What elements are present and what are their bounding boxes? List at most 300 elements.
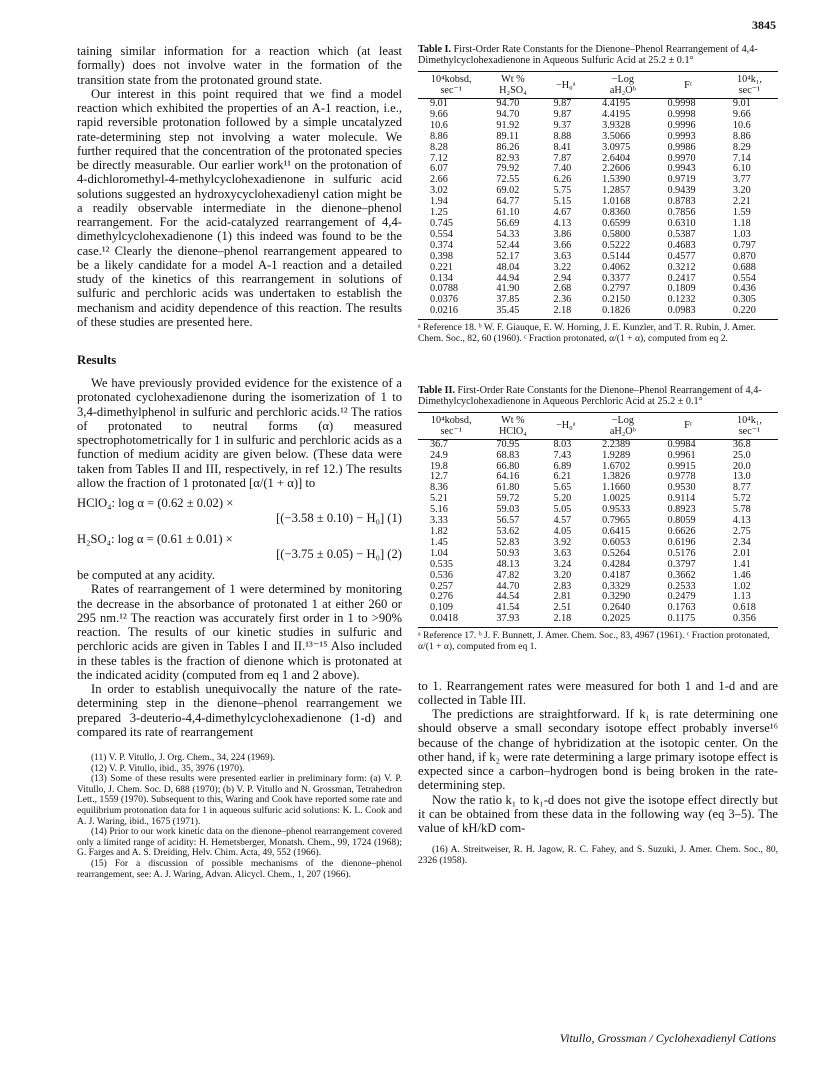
table-row — [418, 132, 778, 143]
table-cell: 0.9984 — [667, 438, 696, 450]
table-row — [418, 241, 778, 252]
column-header-line: Wt % — [501, 74, 525, 85]
table-cell: 4.13 — [553, 217, 572, 229]
table-cell: 20.0 — [732, 460, 751, 472]
table-cell: 7.14 — [732, 152, 751, 164]
table-row — [418, 516, 778, 527]
table-cell: 94.70 — [496, 108, 520, 120]
table-cell: 0.870 — [732, 250, 756, 262]
table-cell: 0.8783 — [667, 196, 696, 208]
table-cell: 9.01 — [430, 98, 448, 109]
table-row — [418, 99, 778, 110]
table-cell: 5.20 — [553, 493, 572, 505]
column-header-line: sec⁻¹ — [440, 85, 462, 96]
table-cell: 3.33 — [430, 515, 448, 527]
table-cell: 50.93 — [496, 547, 520, 559]
column-header-line: sec⁻¹ — [738, 425, 761, 437]
table-cell: 53.62 — [496, 525, 520, 537]
table-cell: 36.7 — [430, 438, 448, 450]
column-header — [541, 72, 590, 99]
table-row — [418, 614, 778, 627]
table-cell: 0.4284 — [602, 558, 631, 570]
table-cell: 0.3290 — [602, 591, 631, 603]
column-header-line: sec⁻¹ — [440, 425, 462, 437]
table-cell: 0.797 — [732, 239, 756, 251]
table-cell: 0.6310 — [667, 217, 696, 229]
table-cell: 0.2479 — [667, 591, 696, 603]
table-cell: 56.69 — [496, 217, 520, 229]
table-row — [418, 263, 778, 274]
table-cell: 0.5264 — [602, 547, 631, 559]
table-caption — [418, 44, 778, 66]
column-header-line: −Log — [611, 414, 634, 426]
table-cell: 64.16 — [496, 471, 520, 483]
equation-2 — [77, 532, 402, 562]
table-cell: 56.57 — [496, 515, 520, 527]
table-cell: 36.8 — [732, 438, 751, 450]
table-cell: 0.6196 — [667, 536, 696, 548]
table-label: Table I. — [418, 44, 452, 55]
table-cell: 35.45 — [484, 306, 541, 319]
table-cell: 0.554 — [732, 272, 756, 284]
table-row — [418, 451, 778, 462]
paragraph: Rates of rearrangement of 1 were determined by monitoring the decrease in the absorbance of protonated 1 at either 260 or 295 nm.¹² The reaction was accurately first order in 1 to >90% reaction. The results of our kinetic studies in sulfuric and perchloric acids are given in Tables I and II.¹³⁻¹⁵ Also included in these tables is the fraction of dienone which is protonated at the indicated acidity (computed from eq 1 and 2 above). — [77, 582, 402, 682]
table-cell: 59.03 — [496, 504, 520, 516]
footnote: (16) A. Streitweiser, R. H. Jagow, R. C. Fahey, and S. Suzuki, J. Amer. Chem. Soc., 80, 2326 (1958). — [418, 845, 778, 867]
table-cell: 54.33 — [496, 228, 520, 240]
column-header-line: 10⁴kobsd, — [430, 74, 472, 85]
table-cell: 0.220 — [721, 306, 778, 319]
table-cell: 0.9996 — [667, 119, 696, 131]
table-cell: 6.26 — [553, 174, 572, 186]
table-cell: 3.0975 — [602, 141, 631, 153]
table-cell: 0.7965 — [602, 515, 631, 527]
table-cell: 4.67 — [553, 207, 572, 219]
column-header — [590, 72, 655, 99]
table-cell: 0.4187 — [602, 569, 631, 581]
paragraph: be computed at any acidity. — [77, 568, 216, 582]
table-cell: 0.1232 — [667, 294, 696, 306]
table-row — [418, 230, 778, 241]
table-cell: 5.05 — [553, 504, 572, 516]
table-cell: 7.12 — [430, 152, 448, 164]
table-1 — [418, 44, 778, 345]
table-cell: 89.11 — [496, 130, 519, 142]
table-cell: 0.0788 — [430, 283, 459, 295]
table-cell: 8.88 — [553, 130, 572, 142]
table-cell: 4.4195 — [602, 108, 631, 120]
table-cell: 9.87 — [553, 98, 572, 109]
table-row — [418, 494, 778, 505]
table-cell: 0.0983 — [656, 306, 721, 319]
table-cell: 91.92 — [496, 119, 520, 131]
table-cell: 0.6415 — [602, 525, 631, 537]
paragraph: We have previously provided evidence for the existence of a protonated cyclohexadienone during the isomerization of 1 to 3,4-dimethylphenol in sulfuric and perchloric acids.¹² The ratios of protonated to neutral forms (α) measured spectrophotometrically for 1 in sulfuric and perchloric acids as a function of medium acidity are given below. (These data were taken from Tables II and III, respectively, in ref 12.) The results allow the fraction of 1 protonated [α/(1 + α)] to — [77, 376, 402, 490]
table-cell: 6.89 — [553, 460, 572, 472]
table-cell: 4.13 — [732, 515, 751, 527]
table-cell: 0.2417 — [667, 272, 696, 284]
table-row — [418, 592, 778, 603]
table-cell: 0.9970 — [667, 152, 696, 164]
table-cell: 64.77 — [496, 196, 520, 208]
footnotes — [77, 753, 402, 880]
table-cell: 0.9943 — [667, 163, 696, 175]
table-cell: 0.9719 — [667, 174, 696, 186]
table-cell: 2.2606 — [602, 163, 631, 175]
table-caption-text: First-Order Rate Constants for the Dienone–Phenol Rearrangement of 4,4-Dimethylcyclohexadienone in Aqueous Perchloric Acid at 25.2 ± 0.1° — [418, 384, 762, 407]
table-notes: ᵃ Reference 18. ᵇ W. F. Giauque, E. W. Horning, J. E. Kunzler, and T. R. Rubin, J. Amer. Chem. Soc., 82, 60 (1960). ᶜ Fraction protonated, α/(1 + α), computed from eq 2. — [418, 322, 756, 344]
table-cell: 10.6 — [732, 119, 751, 131]
column-header-line: aH₂Oᵇ — [609, 425, 636, 437]
table-cell: 8.41 — [553, 141, 572, 153]
table-cell: 52.44 — [496, 239, 520, 251]
table-cell: 44.54 — [496, 591, 520, 603]
table-cell: 3.92 — [553, 536, 572, 548]
table-row — [418, 197, 778, 208]
table-cell: 68.83 — [496, 449, 520, 461]
table-row — [418, 252, 778, 263]
table-cell: 7.43 — [553, 449, 572, 461]
table-cell: 0.3212 — [667, 261, 696, 273]
table-cell: 0.0216 — [418, 306, 484, 319]
table-row — [418, 284, 778, 295]
equation-line: H₂SO₄: log α = (0.61 ± 0.01) × — [77, 532, 233, 546]
table-cell: 0.109 — [430, 602, 453, 614]
table-cell: 86.26 — [496, 141, 520, 153]
table-notes: ᵃ Reference 17. ᵇ J. F. Bunnett, J. Amer. Chem. Soc., 83, 4967 (1961). ᶜ Fraction protonated, α/(1 + α), computed from eq 1. — [418, 630, 770, 652]
table-cell: 3.20 — [732, 185, 751, 197]
table-cell: 2.51 — [553, 602, 572, 614]
table-row — [418, 175, 778, 186]
table-cell: 61.10 — [496, 207, 520, 219]
right-column — [418, 44, 778, 867]
footnote: (15) For a discussion of possible mechanisms of the dienone–phenol rearrangement, see: A. J. Waring, Advan. Alicycl. Chem., 1, 207 (1966). — [77, 858, 402, 880]
column-header-line: H₂SO₄ — [499, 85, 527, 96]
table-cell: 0.8360 — [602, 207, 631, 219]
table-cell: 3.77 — [732, 174, 751, 186]
column-header — [656, 72, 721, 99]
table-cell: 6.10 — [732, 163, 751, 175]
table-cell: 3.9328 — [602, 119, 631, 131]
table-cell: 0.2797 — [602, 283, 631, 295]
table-cell: 41.90 — [496, 283, 520, 295]
table-cell: 0.5222 — [602, 239, 631, 251]
column-header — [484, 72, 541, 99]
table-cell: 1.9289 — [602, 449, 631, 461]
table-cell: 0.9993 — [667, 130, 696, 142]
table-cell: 0.4683 — [667, 239, 696, 251]
table-cell: 0.356 — [721, 614, 778, 627]
table-cell: 70.95 — [496, 438, 520, 450]
table-cell: 3.22 — [553, 261, 572, 273]
table-cell: 3.63 — [553, 547, 572, 559]
table-cell: 0.6626 — [667, 525, 696, 537]
column-header-line: aH₂Oᵇ — [609, 85, 636, 96]
table-cell: 0.0376 — [430, 294, 459, 306]
table-cell: 4.57 — [553, 515, 572, 527]
footnote: (12) V. P. Vitullo, ibid., 35, 3976 (1970). — [91, 763, 245, 774]
column-header-line: −H₀ᵃ — [556, 79, 576, 91]
column-header-line: 10⁴k₁, — [736, 414, 762, 426]
equation-line: [(−3.75 ± 0.05) − H₀] (2) — [276, 547, 402, 561]
table-cell: 2.81 — [553, 591, 572, 603]
column-header-line: Wt % — [501, 414, 525, 426]
table-row — [418, 219, 778, 230]
equation-1 — [77, 496, 402, 526]
table-cell: 0.257 — [430, 580, 453, 592]
table-cell: 2.18 — [541, 306, 590, 319]
table-cell: 1.46 — [732, 569, 751, 581]
table-cell: 0.5800 — [602, 228, 631, 240]
table-row — [418, 121, 778, 132]
table-row — [418, 143, 778, 154]
table-cell: 2.75 — [732, 525, 751, 537]
table-cell: 59.72 — [496, 493, 520, 505]
table-cell: 0.745 — [430, 217, 453, 229]
table-cell: 2.6404 — [602, 152, 631, 164]
table-cell: 0.535 — [430, 558, 453, 570]
table-cell: 44.94 — [496, 272, 520, 284]
table-cell: 0.134 — [430, 272, 453, 284]
table-row — [418, 560, 778, 571]
table-cell: 0.276 — [430, 591, 453, 603]
table-cell: 8.77 — [732, 482, 751, 494]
table-cell: 3.66 — [553, 239, 572, 251]
right-text — [418, 679, 778, 867]
table-row — [418, 483, 778, 494]
column-header — [484, 412, 541, 439]
table-cell: 69.02 — [496, 185, 520, 197]
column-header — [541, 412, 590, 439]
page-number: 3845 — [752, 18, 776, 32]
table-cell: 0.8923 — [667, 504, 696, 516]
table-cell: 0.9998 — [667, 108, 696, 120]
table-cell: 0.6599 — [602, 217, 631, 229]
table-cell: 2.18 — [541, 614, 590, 627]
table-cell: 48.04 — [496, 261, 520, 273]
table-cell: 1.04 — [430, 547, 448, 559]
column-header-line: sec⁻¹ — [738, 85, 761, 96]
table-cell: 2.66 — [430, 174, 448, 186]
table-cell: 0.4577 — [667, 250, 696, 262]
table-cell: 0.5387 — [667, 228, 696, 240]
table-cell: 48.13 — [496, 558, 520, 570]
table-row — [418, 582, 778, 593]
table-cell: 0.9915 — [667, 460, 696, 472]
table-cell: 5.21 — [430, 493, 448, 505]
table-cell: 0.9533 — [602, 504, 631, 516]
table-cell: 0.9114 — [667, 493, 696, 505]
table-cell: 9.66 — [732, 108, 751, 120]
table-cell: 13.0 — [732, 471, 751, 483]
table-cell: 0.2025 — [590, 614, 655, 627]
table-cell: 2.68 — [553, 283, 572, 295]
table-row — [418, 603, 778, 614]
column-header-line: −Log — [611, 74, 634, 85]
table-cell: 8.86 — [732, 130, 751, 142]
table-row — [418, 527, 778, 538]
table-cell: 0.9439 — [667, 185, 696, 197]
table-2 — [418, 385, 778, 653]
table-row — [418, 110, 778, 121]
table-cell: 4.4195 — [602, 98, 631, 109]
table-cell: 9.87 — [553, 108, 572, 120]
table-cell: 0.3329 — [602, 580, 631, 592]
table-cell: 0.4062 — [602, 261, 631, 273]
table-cell: 41.54 — [496, 602, 520, 614]
table-caption — [418, 385, 778, 407]
table-cell: 47.82 — [496, 569, 520, 581]
table-cell: 0.1826 — [590, 306, 655, 319]
column-header-line: Fᶜ — [684, 79, 693, 91]
table-cell: 5.65 — [553, 482, 572, 494]
table-cell: 0.2533 — [667, 580, 696, 592]
table-row — [418, 571, 778, 582]
table-cell: 12.7 — [430, 471, 448, 483]
table-cell: 8.36 — [430, 482, 448, 494]
table-row — [418, 164, 778, 175]
table-cell: 8.86 — [430, 130, 448, 142]
table-cell: 1.2857 — [602, 185, 631, 197]
table-cell: 0.5144 — [602, 250, 631, 262]
table-cell: 9.37 — [553, 119, 572, 131]
equation-line: HClO₄: log α = (0.62 ± 0.02) × — [77, 496, 234, 510]
equation-line: [(−3.58 ± 0.10) − H₀] (1) — [276, 511, 402, 525]
table-cell: 3.5066 — [602, 130, 631, 142]
table-cell: 37.93 — [484, 614, 541, 627]
table-cell: 2.2389 — [602, 438, 631, 450]
paragraph: The predictions are straightforward. If k₁ is rate determining one should observe a small secondary isotope effect probably inverse¹⁶ because of the change of hybridization at the isotopic center. On the other hand, if k₂ were rate determining a large primary isotope effect is expected since a carbon–hydrogen bond is being broken in the rate-determining step. — [418, 707, 778, 793]
table-cell: 44.70 — [496, 580, 520, 592]
table-cell: 5.78 — [732, 504, 751, 516]
paragraph: Now the ratio k₁ to k₁-d does not give the isotope effect directly but it can be obtained from these data in the following way (eq 3–5). The value of kH/kD com- — [418, 792, 778, 836]
table-cell: 19.8 — [430, 460, 448, 472]
table-cell: 1.1660 — [602, 482, 631, 494]
table-cell: 0.0418 — [418, 614, 484, 627]
table-cell: 0.2150 — [602, 294, 631, 306]
table-cell: 61.80 — [496, 482, 520, 494]
table-cell: 4.05 — [553, 525, 572, 537]
table-row — [418, 295, 778, 306]
table-cell: 0.8059 — [667, 515, 696, 527]
table-cell: 0.9961 — [667, 449, 696, 461]
left-column — [77, 44, 402, 880]
table-cell: 1.6702 — [602, 460, 631, 472]
table-cell: 52.83 — [496, 536, 520, 548]
column-header — [418, 72, 484, 99]
table-cell: 1.82 — [430, 525, 448, 537]
data-table — [418, 71, 778, 320]
table-cell: 1.03 — [732, 228, 751, 240]
table-row — [418, 186, 778, 197]
table-cell: 9.66 — [430, 108, 448, 120]
table-cell: 9.01 — [732, 98, 751, 109]
column-header-line: 10⁴kobsd, — [430, 414, 472, 426]
table-row — [418, 439, 778, 450]
table-cell: 7.40 — [553, 163, 572, 175]
table-row — [418, 472, 778, 483]
table-cell: 1.0025 — [602, 493, 631, 505]
table-cell: 2.36 — [553, 294, 572, 306]
table-cell: 52.17 — [496, 250, 520, 262]
column-header-line: −H₀ᵃ — [556, 420, 576, 432]
table-cell: 5.15 — [553, 196, 572, 208]
section-heading: Results — [77, 353, 117, 367]
table-cell: 0.221 — [430, 261, 453, 273]
table-cell: 0.554 — [430, 228, 453, 240]
table-row — [418, 462, 778, 473]
footnote: (13) Some of these results were presented earlier in preliminary form: (a) V. P. Vitullo, J. Chem. Soc. D, 688 (1970); (b) V. P. Vitullo and N. Grossman, Tetrahedron Lett., 1559 (1970). Subsequent to this, Waring and Cook have reported some rate and equilibrium protonation data for 1 in aqueous sulfuric acid solutions: K. L. Cook and A. J. Waring, ibid., 1675 (1971). — [77, 774, 402, 827]
table-row — [418, 274, 778, 285]
column-header — [721, 412, 778, 439]
table-cell: 2.21 — [732, 196, 751, 208]
running-footer: Vitullo, Grossman / Cyclohexadienyl Cations — [559, 1031, 776, 1045]
table-cell: 1.45 — [430, 536, 448, 548]
table-cell: 8.03 — [553, 438, 572, 450]
table-cell: 37.85 — [496, 294, 520, 306]
table-cell: 0.536 — [430, 569, 453, 581]
table-cell: 2.83 — [553, 580, 572, 592]
table-cell: 0.9986 — [667, 141, 696, 153]
column-header-line: HClO₄ — [498, 425, 527, 437]
table-cell: 1.94 — [430, 196, 448, 208]
table-cell: 7.87 — [553, 152, 572, 164]
column-header — [721, 72, 778, 99]
table-cell: 66.80 — [496, 460, 520, 472]
table-cell: 8.28 — [430, 141, 448, 153]
table-cell: 79.92 — [496, 163, 520, 175]
table-row — [418, 154, 778, 165]
table-cell: 0.688 — [732, 261, 756, 273]
table-cell: 3.63 — [553, 250, 572, 262]
table-cell: 0.2640 — [602, 602, 631, 614]
table-row — [418, 208, 778, 219]
table-cell: 3.24 — [553, 558, 572, 570]
footnote: (14) Prior to our work kinetic data on the dienone–phenol rearrangement covered only a limited range of acidity: H. Hemetsberger, Monatsh. Chem., 99, 1724 (1968); G. Farges and A. S. Dreiding, Helv. Chim. Acta, 49, 552 (1966). — [77, 827, 402, 859]
table-cell: 0.5176 — [667, 547, 696, 559]
table-cell: 3.02 — [430, 185, 448, 197]
table-cell: 1.25 — [430, 207, 448, 219]
table-cell: 5.72 — [732, 493, 751, 505]
paragraph: Our interest in this point required that we find a model reaction which exhibited the properties of an A-1 reaction, i.e., rapid reversible protonation followed by a simple uncatalyzed rate-determining step not involving a water molecule. We further required that the concentration of the protonated species be directly measurable. Our earlier work¹¹ on the protonation of 4-dichloromethyl-4-methylcyclohexadienone in sulfuric acid solutions suggested an hydroxycyclohexadienyl cation might be a readily observable intermediate in the dienone–phenol rearrangement. For the acid-catalyzed rearrangement of 4,4-dimethylcyclohexadienone (1) this indeed was found to be the case.¹² Clearly the dienone–phenol rearrangement appeared to be a likely candidate for a model A-1 reaction and a detailed study of the kinetics of this rearrangement in solutions of sulfuric and perchloric acids was undertaken to establish the mechanism and acidity dependence of this reaction. The results of these studies are presented here. — [77, 86, 402, 329]
table-cell: 3.20 — [553, 569, 572, 581]
column-header — [418, 412, 484, 439]
table-cell: 25.0 — [732, 449, 751, 461]
table-cell: 0.1763 — [667, 602, 696, 614]
table-row — [418, 549, 778, 560]
table-cell: 0.1175 — [656, 614, 721, 627]
table-cell: 0.7856 — [667, 207, 696, 219]
table-row — [418, 306, 778, 319]
table-cell: 0.618 — [732, 602, 756, 614]
table-cell: 2.34 — [732, 536, 751, 548]
table-row — [418, 505, 778, 516]
table-cell: 2.01 — [732, 547, 751, 559]
table-cell: 2.94 — [553, 272, 572, 284]
table-cell: 0.9998 — [667, 98, 696, 109]
table-cell: 0.1809 — [667, 283, 696, 295]
table-cell: 94.70 — [496, 98, 520, 109]
table-cell: 10.6 — [430, 119, 448, 131]
data-table — [418, 412, 778, 628]
table-cell: 5.16 — [430, 504, 448, 516]
table-cell: 1.3826 — [602, 471, 631, 483]
table-cell: 1.02 — [732, 580, 751, 592]
table-caption-text: First-Order Rate Constants for the Dienone–Phenol Rearrangement of 4,4-Dimethylcyclohexadienone in Aqueous Sulfuric Acid at 25.2 ± 0.1° — [418, 44, 758, 66]
column-header-line: Fᶜ — [684, 420, 693, 432]
table-cell: 5.75 — [553, 185, 572, 197]
table-cell: 8.29 — [732, 141, 751, 153]
